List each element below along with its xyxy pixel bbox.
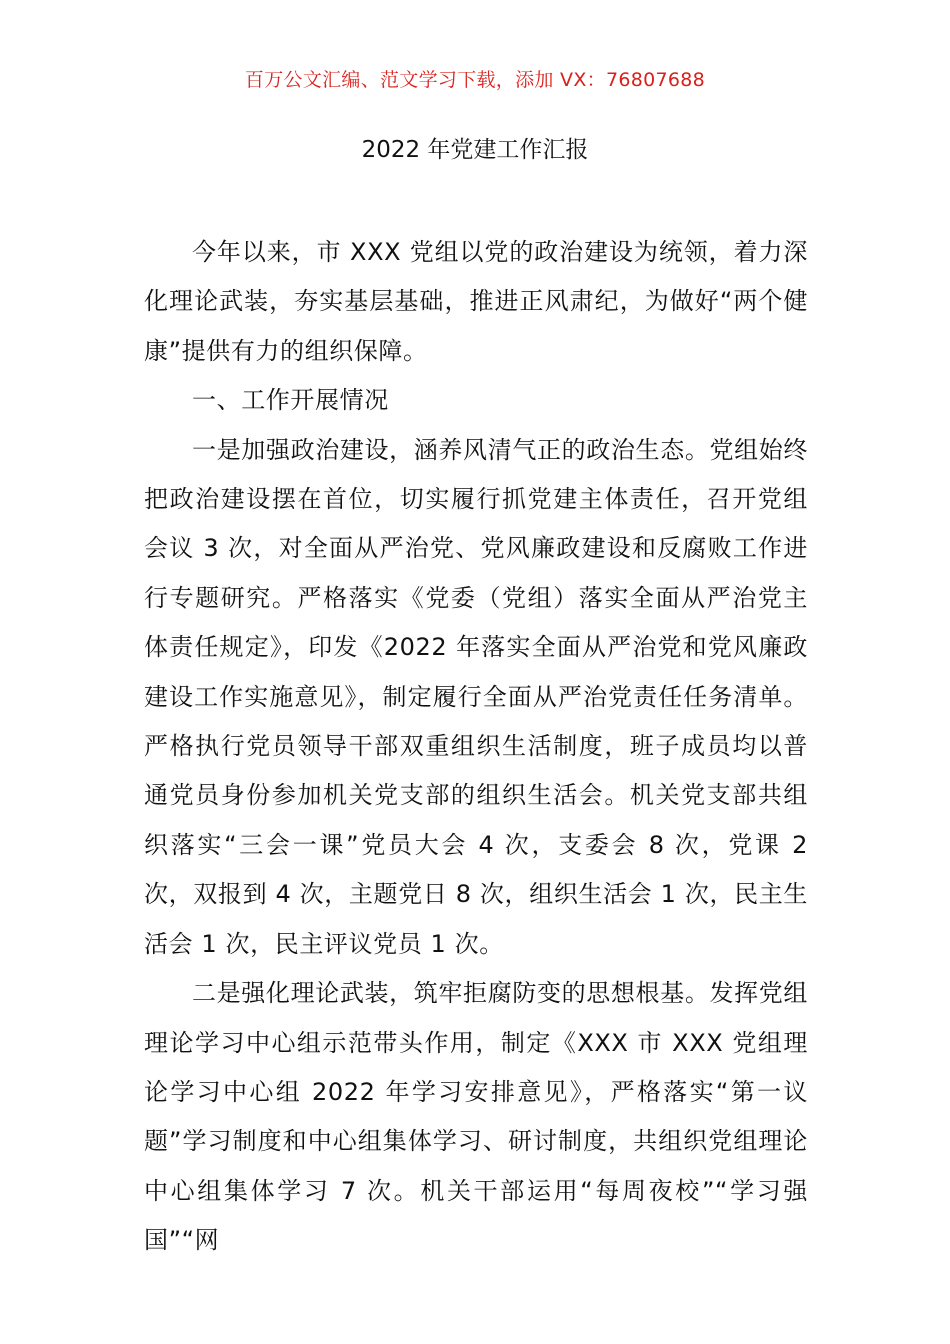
paragraph-theory-study: 二是强化理论武装，筑牢拒腐防变的思想根基。发挥党组理论学习中心组示范带头作用，制定《XXX 市 XXX 党组理论学习中心组 2022 年学习安排意见》，严格落实“第一议题”学习制度和中心组集体学习、研讨制度，共组织党组理论中心组集体学习 7 次。机关干部运用“每周夜校”“学习强国”“网 [144,979,808,1255]
document-body [144,228,808,1266]
header-notice: 百万公文汇编、范文学习下载，添加 VX：76807688 [244,69,706,91]
document-title: 2022 年党建工作汇报 [361,137,589,163]
intro-paragraph: 今年以来，市 XXX 党组以党的政治建设为统领，着力深化理论武装，夯实基层基础，推进正风肃纪，为做好“两个健康”提供有力的组织保障。 [144,238,808,365]
paragraph-political-building: 一是加强政治建设，涵养风清气正的政治生态。党组始终把政治建设摆在首位，切实履行抓党建主体责任，召开党组会议 3 次，对全面从严治党、党风廉政建设和反腐败工作进行专题研究。严格落实《党委（党组）落实全面从严治党主体责任规定》，印发《2022 年落实全面从严治党和党风廉政建设工作实施意见》，制定履行全面从严治党责任任务清单。严格执行党员领导干部双重组织生活制度，班子成员均以普通党员身份参加机关党支部的组织生活会。机关党支部共组织落实“三会一课”党员大会 4 次，支委会 8 次，党课 2 次，双报到 4 次，主题党日 8 次，组织生活会 1 次，民主生活会 1 次，民主评议党员 1 次。 [144,435,808,958]
section-heading: 一、工作开展情况 [192,386,389,415]
